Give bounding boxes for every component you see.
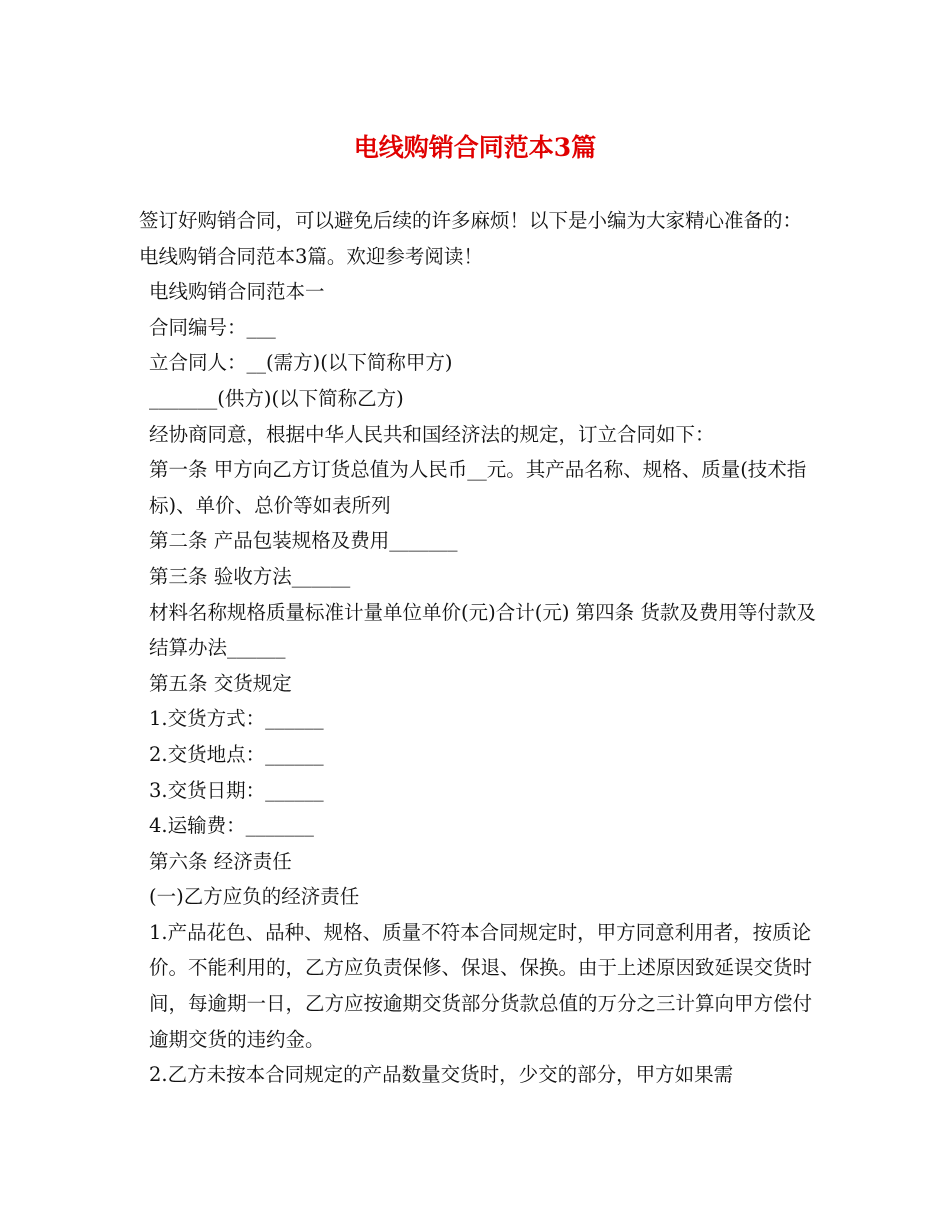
liability-item-1: 1.产品花色、品种、规格、质量不符本合同规定时，甲方同意利用者，按质论价。不能利用的，乙方应负责保修、保退、保换。由于上述原因致延误交货时间，每逾期一日，乙方应按逾期交货部分货款总值的万分之三计算向甲方偿付逾期交货的违约金。 (149, 920, 813, 1051)
article-4: 材料名称规格质量标准计量单位单价(元)合计(元) 第四条 货款及费用等付款及结算办法______ (149, 600, 816, 660)
contract-number-line: 合同编号：___ (149, 315, 276, 339)
freight-line: 4.运输费：_______ (149, 814, 314, 838)
article-6: 第六条 经济责任 (149, 849, 292, 873)
party-b-liability-heading: (一)乙方应负的经济责任 (149, 885, 360, 909)
delivery-place-line: 2.交货地点：______ (149, 742, 324, 766)
party-a-line: 立合同人：__(需方)(以下简称甲方) (149, 351, 453, 375)
article-3: 第三条 验收方法______ (149, 564, 351, 588)
party-b-line: _______(供方)(以下简称乙方) (149, 386, 404, 410)
article-5: 第五条 交货规定 (149, 671, 292, 695)
article-2: 第二条 产品包装规格及费用_______ (149, 529, 458, 553)
delivery-method-line: 1.交货方式：______ (149, 707, 324, 731)
document-body (139, 203, 819, 1093)
document-title: 电线购销合同范本3篇 (353, 133, 597, 162)
article-1: 第一条 甲方向乙方订货总值为人民币__元。其产品名称、规格、质量(技术指标)、单价、总价等如表所列 (149, 458, 807, 517)
section-heading: 电线购销合同范本一 (149, 280, 325, 304)
intro-paragraph: 签订好购销合同，可以避免后续的许多麻烦！以下是小编为大家精心准备的：电线购销合同范本3篇。欢迎参考阅读！ (139, 209, 803, 268)
delivery-date-line: 3.交货日期：______ (149, 778, 324, 802)
liability-item-2: 2.乙方未按本合同规定的产品数量交货时，少交的部分，甲方如果需 (149, 1063, 734, 1087)
agreement-line: 经协商同意，根据中华人民共和国经济法的规定，订立合同如下： (149, 422, 715, 446)
